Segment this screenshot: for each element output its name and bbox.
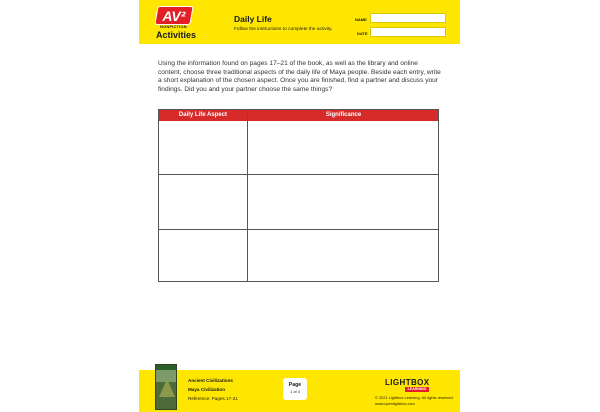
name-field[interactable] — [370, 13, 446, 23]
date-label: DATE — [357, 31, 368, 36]
av2-logo — [150, 6, 202, 40]
header-bar — [139, 0, 460, 44]
row-2-significance-cell[interactable] — [250, 176, 438, 227]
page-count: 1 of 4 — [289, 389, 300, 394]
column-header-aspect: Daily Life Aspect — [178, 112, 228, 118]
page-label: Page — [288, 382, 302, 388]
name-label: NAME — [355, 17, 367, 22]
pyramid-icon — [159, 379, 175, 397]
website-link[interactable]: www.openlightbox.com — [375, 401, 415, 406]
copyright-text: © 2021 Lightbox Learning. All rights reserved. — [375, 395, 454, 400]
logo-sub-text: NONFICTION — [160, 24, 187, 29]
row-1-significance-cell[interactable] — [250, 123, 438, 172]
row-3-aspect-cell[interactable] — [161, 231, 245, 281]
lightbox-logo: LIGHTBOX — [385, 378, 430, 387]
column-divider — [247, 110, 248, 281]
column-header-significance: Significance — [325, 112, 362, 118]
row-divider-1 — [159, 174, 438, 175]
footer-bar — [139, 370, 460, 412]
book-cover-image — [155, 364, 177, 410]
logo-activities-label: Activities — [155, 30, 197, 40]
page-reference: Reference: Pages 17-21 — [188, 396, 238, 401]
activity-table — [158, 109, 439, 282]
row-1-aspect-cell[interactable] — [161, 123, 245, 172]
worksheet-page — [139, 0, 460, 412]
av2-logo-badge — [154, 6, 193, 25]
page-subtitle: Follow the instructions to complete the activity. — [234, 27, 333, 32]
instructions-text: Using the information found on pages 17–21 of the book, as well as the library and online content, choose three traditional aspects of the daily life of Maya people. Beside each entry, write a short explanation of the chosen aspect. Once you are finished, find a partner and discuss your findings. Did you and your partner choose the same things? — [158, 60, 441, 94]
page-indicator — [283, 378, 307, 400]
page-title: Daily Life — [234, 14, 272, 24]
row-2-aspect-cell[interactable] — [161, 176, 245, 227]
logo-main-text: AV² — [162, 8, 186, 24]
lightbox-learning-badge: LEARNING — [405, 387, 429, 392]
book-title: Maya Civilization — [188, 387, 226, 392]
table-header-row — [159, 110, 438, 121]
row-3-significance-cell[interactable] — [250, 231, 438, 281]
row-divider-2 — [159, 229, 438, 230]
series-name: Ancient Civilizations — [188, 378, 233, 383]
date-field[interactable] — [370, 27, 446, 37]
